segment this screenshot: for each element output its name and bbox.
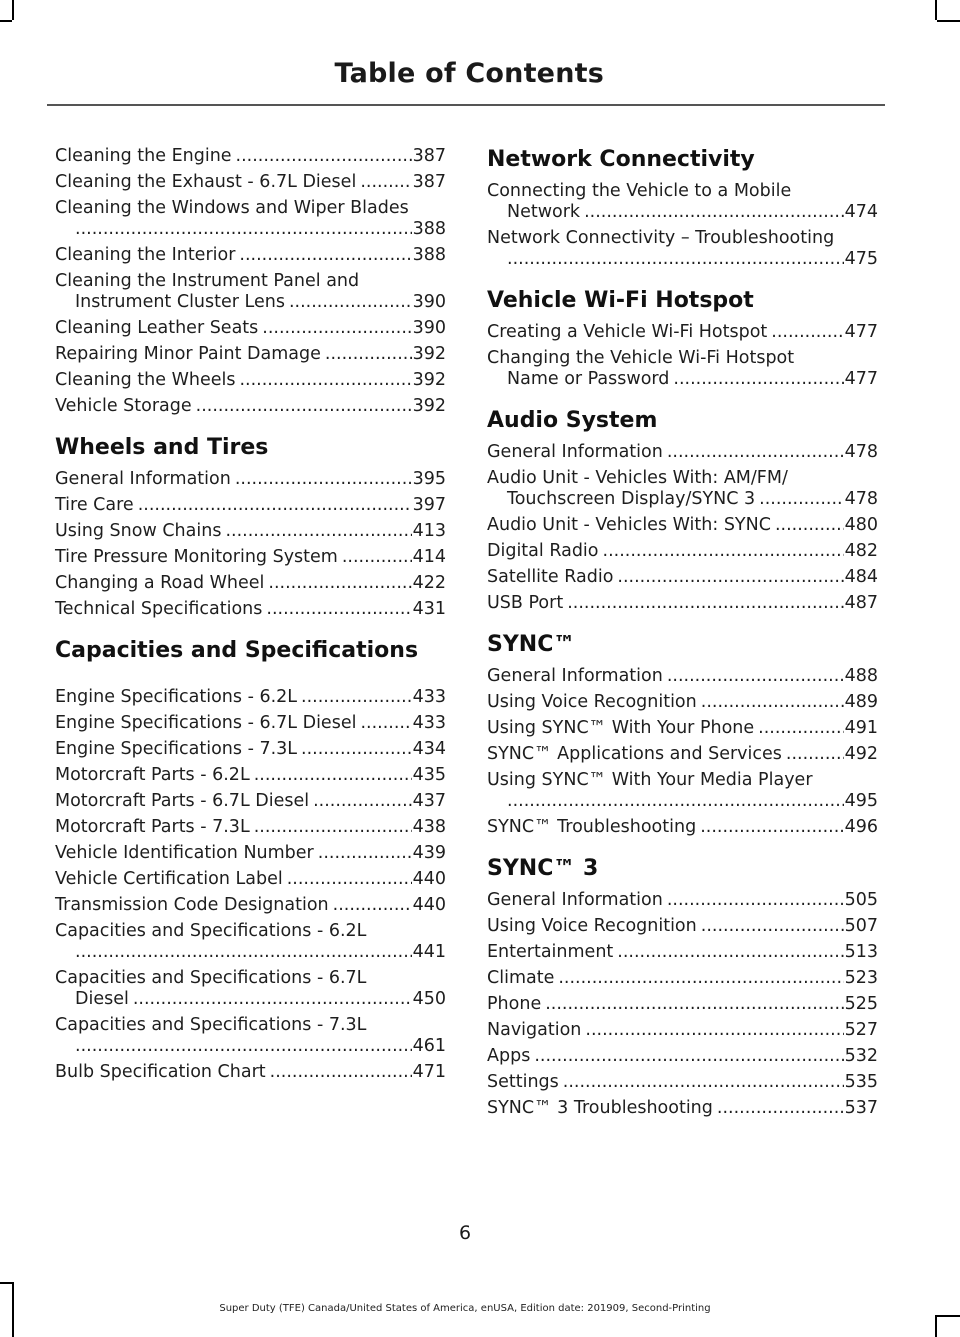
toc-entry[interactable] bbox=[55, 1015, 446, 1057]
toc-entry-title: Cleaning the Interior bbox=[55, 245, 236, 265]
toc-entry[interactable] bbox=[487, 968, 878, 989]
section-heading: SYNC™ 3 bbox=[487, 856, 599, 881]
toc-entry-title: Settings bbox=[487, 1072, 559, 1092]
dot-leader bbox=[75, 1036, 412, 1057]
dot-leader bbox=[667, 666, 844, 687]
toc-entry-title: Navigation bbox=[487, 1020, 582, 1040]
toc-entry-page: 484 bbox=[844, 567, 878, 587]
toc-entry-page: 450 bbox=[412, 989, 446, 1009]
toc-entry[interactable] bbox=[55, 469, 446, 490]
toc-entry-title: Bulb Specification Chart bbox=[55, 1062, 266, 1082]
dot-leader bbox=[289, 292, 412, 313]
toc-entry-title: SYNC™ 3 Troubleshooting bbox=[487, 1098, 713, 1118]
dot-leader bbox=[313, 791, 411, 812]
toc-entry[interactable] bbox=[55, 344, 446, 365]
toc-entry-title: Capacities and Specifications - 6.2L bbox=[55, 921, 367, 941]
toc-entry[interactable] bbox=[487, 817, 878, 838]
dot-leader bbox=[786, 744, 844, 765]
toc-entry[interactable] bbox=[55, 687, 446, 708]
toc-entry-title: Capacities and Specifications - 7.3L bbox=[55, 1015, 367, 1035]
toc-entry-page: 477 bbox=[844, 369, 878, 389]
toc-entry-page: 477 bbox=[844, 322, 878, 342]
dot-leader bbox=[667, 442, 844, 463]
crop-mark bbox=[935, 0, 937, 20]
dot-leader bbox=[268, 573, 411, 594]
toc-entry-title: General Information bbox=[487, 666, 663, 686]
toc-entry[interactable] bbox=[55, 599, 446, 620]
toc-entry-title: Engine Specifications - 6.2L bbox=[55, 687, 298, 707]
toc-entry-page: 535 bbox=[844, 1072, 878, 1092]
toc-entry-page: 505 bbox=[844, 890, 878, 910]
toc-entry[interactable] bbox=[487, 718, 878, 739]
toc-entry-page: 390 bbox=[412, 292, 446, 312]
dot-leader bbox=[333, 895, 412, 916]
toc-entry[interactable] bbox=[487, 994, 878, 1015]
crop-mark bbox=[12, 0, 14, 20]
toc-entry[interactable] bbox=[55, 370, 446, 391]
toc-entry[interactable] bbox=[55, 921, 446, 963]
toc-entry-page: 440 bbox=[412, 869, 446, 889]
dot-leader bbox=[507, 791, 844, 812]
toc-entry-page: 488 bbox=[844, 666, 878, 686]
toc-entry-page: 525 bbox=[844, 994, 878, 1014]
toc-entry[interactable] bbox=[55, 895, 446, 916]
toc-entry[interactable] bbox=[55, 1062, 446, 1083]
toc-entry[interactable] bbox=[55, 713, 446, 734]
toc-entry-page: 489 bbox=[844, 692, 878, 712]
crop-mark bbox=[0, 1282, 12, 1284]
toc-entry[interactable] bbox=[55, 396, 446, 417]
dot-leader bbox=[301, 739, 412, 760]
toc-entry-page: 387 bbox=[412, 172, 446, 192]
dot-leader bbox=[325, 344, 412, 365]
toc-entry-title: Digital Radio bbox=[487, 541, 599, 561]
dot-leader bbox=[558, 968, 843, 989]
toc-entry[interactable] bbox=[55, 869, 446, 890]
toc-entry[interactable] bbox=[487, 567, 878, 588]
toc-entry-page: 523 bbox=[844, 968, 878, 988]
toc-entry-page: 433 bbox=[412, 713, 446, 733]
toc-entry[interactable] bbox=[55, 198, 446, 240]
toc-entry-title: Phone bbox=[487, 994, 542, 1014]
toc-entry-page: 471 bbox=[412, 1062, 446, 1082]
dot-leader bbox=[585, 1020, 843, 1041]
section-heading: Vehicle Wi-Fi Hotspot bbox=[487, 288, 754, 313]
toc-entry-title: General Information bbox=[487, 442, 663, 462]
toc-entry-title: Motorcraft Parts - 7.3L bbox=[55, 817, 250, 837]
toc-entry-title: Engine Specifications - 6.7L Diesel bbox=[55, 713, 357, 733]
dot-leader bbox=[584, 202, 844, 223]
dot-leader bbox=[667, 890, 844, 911]
dot-leader bbox=[225, 521, 411, 542]
toc-entry-title: Network bbox=[507, 202, 581, 222]
toc-entry[interactable] bbox=[487, 666, 878, 687]
toc-entry[interactable] bbox=[487, 593, 878, 614]
toc-entry[interactable] bbox=[487, 181, 878, 223]
toc-entry[interactable] bbox=[487, 744, 878, 765]
page-header-title: Table of Contents bbox=[334, 58, 604, 89]
toc-entry-title: Creating a Vehicle Wi-Fi Hotspot bbox=[487, 322, 768, 342]
dot-leader bbox=[673, 369, 843, 390]
toc-entry-title: Using Snow Chains bbox=[55, 521, 222, 541]
toc-right-column bbox=[487, 146, 878, 1124]
toc-entry[interactable] bbox=[55, 172, 446, 193]
toc-entry-title: Audio Unit - Vehicles With: AM/FM/ bbox=[487, 468, 788, 488]
toc-entry-title: Motorcraft Parts - 6.7L Diesel bbox=[55, 791, 310, 811]
toc-left-column bbox=[55, 146, 446, 1088]
toc-entry-title: Vehicle Identification Number bbox=[55, 843, 314, 863]
toc-entry-page: 440 bbox=[412, 895, 446, 915]
toc-entry-title: Climate bbox=[487, 968, 555, 988]
toc-entry-page: 491 bbox=[844, 718, 878, 738]
dot-leader bbox=[75, 219, 412, 240]
toc-entry-title: General Information bbox=[487, 890, 663, 910]
toc-entry-page: 390 bbox=[412, 318, 446, 338]
toc-entry-title: Name or Password bbox=[507, 369, 670, 389]
toc-entry[interactable] bbox=[55, 146, 446, 167]
toc-entry-page: 431 bbox=[412, 599, 446, 619]
section-heading: Capacities and Specifications bbox=[55, 638, 419, 663]
dot-leader bbox=[270, 1062, 412, 1083]
dot-leader bbox=[360, 172, 411, 193]
toc-entry[interactable] bbox=[487, 890, 878, 911]
toc-entry-page: 439 bbox=[412, 843, 446, 863]
toc-entry-title: Capacities and Specifications - 6.7L bbox=[55, 968, 367, 988]
dot-leader bbox=[318, 843, 412, 864]
toc-entry[interactable] bbox=[55, 791, 446, 812]
toc-entry-title: Repairing Minor Paint Damage bbox=[55, 344, 321, 364]
toc-entry[interactable] bbox=[487, 228, 878, 270]
dot-leader bbox=[239, 245, 411, 266]
toc-entry-title: Engine Specifications - 7.3L bbox=[55, 739, 298, 759]
toc-entry-title: Using Voice Recognition bbox=[487, 692, 697, 712]
dot-leader bbox=[758, 718, 843, 739]
dot-leader bbox=[235, 469, 412, 490]
toc-entry-title: Motorcraft Parts - 6.2L bbox=[55, 765, 250, 785]
footer-edition-line: Super Duty (TFE) Canada/United States of America, enUSA, Edition date: 201909, Second-Printing bbox=[219, 1303, 711, 1314]
toc-entry-title: Cleaning the Wheels bbox=[55, 370, 236, 390]
toc-entry-title: SYNC™ Troubleshooting bbox=[487, 817, 697, 837]
section-heading: Audio System bbox=[487, 408, 658, 433]
dot-leader bbox=[759, 489, 843, 510]
dot-leader bbox=[617, 567, 843, 588]
toc-entry-title: Using SYNC™ With Your Media Player bbox=[487, 770, 813, 790]
toc-entry-page: 435 bbox=[412, 765, 446, 785]
toc-entry[interactable] bbox=[55, 573, 446, 594]
toc-entry-title: USB Port bbox=[487, 593, 564, 613]
toc-entry[interactable] bbox=[487, 541, 878, 562]
toc-entry-title: Cleaning the Instrument Panel and bbox=[55, 271, 360, 291]
dot-leader bbox=[717, 1098, 844, 1119]
dot-leader bbox=[545, 994, 843, 1015]
toc-entry-title: Cleaning the Windows and Wiper Blades bbox=[55, 198, 409, 218]
toc-entry-page: 492 bbox=[844, 744, 878, 764]
toc-entry[interactable] bbox=[487, 1098, 878, 1119]
toc-entry[interactable] bbox=[55, 765, 446, 786]
toc-entry[interactable] bbox=[487, 942, 878, 963]
crop-mark bbox=[937, 20, 960, 22]
toc-entry-page: 537 bbox=[844, 1098, 878, 1118]
dot-leader bbox=[266, 599, 411, 620]
dot-leader bbox=[563, 1072, 844, 1093]
toc-entry-page: 527 bbox=[844, 1020, 878, 1040]
toc-entry-title: Connecting the Vehicle to a Mobile bbox=[487, 181, 792, 201]
toc-entry-title: Tire Care bbox=[55, 495, 134, 515]
dot-leader bbox=[287, 869, 412, 890]
toc-entry-title: Vehicle Storage bbox=[55, 396, 192, 416]
toc-entry-page: 438 bbox=[412, 817, 446, 837]
dot-leader bbox=[701, 916, 844, 937]
toc-entry-page: 496 bbox=[844, 817, 878, 837]
dot-leader bbox=[236, 146, 412, 167]
toc-entry[interactable] bbox=[487, 515, 878, 536]
toc-entry-title: Entertainment bbox=[487, 942, 614, 962]
crop-mark bbox=[935, 1315, 937, 1337]
toc-entry[interactable] bbox=[487, 1020, 878, 1041]
dot-leader bbox=[617, 942, 843, 963]
toc-entry-page: 433 bbox=[412, 687, 446, 707]
dot-leader bbox=[133, 989, 412, 1010]
dot-leader bbox=[771, 322, 843, 343]
toc-entry[interactable] bbox=[487, 1046, 878, 1067]
section-heading: Wheels and Tires bbox=[55, 435, 269, 460]
toc-entry-title: Using Voice Recognition bbox=[487, 916, 697, 936]
toc-entry[interactable] bbox=[55, 245, 446, 266]
dot-leader bbox=[239, 370, 411, 391]
dot-leader bbox=[196, 396, 412, 417]
toc-entry-title: Technical Specifications bbox=[55, 599, 263, 619]
toc-entry[interactable] bbox=[487, 348, 878, 390]
dot-leader bbox=[138, 495, 412, 516]
page-number: 6 bbox=[458, 1222, 472, 1244]
toc-entry[interactable] bbox=[55, 521, 446, 542]
toc-entry[interactable] bbox=[487, 916, 878, 937]
crop-mark bbox=[937, 1315, 960, 1317]
toc-entry-page: 392 bbox=[412, 396, 446, 416]
toc-entry-page: 388 bbox=[412, 219, 446, 239]
dot-leader bbox=[254, 817, 412, 838]
toc-entry-title: General Information bbox=[55, 469, 231, 489]
toc-entry-page: 387 bbox=[412, 146, 446, 166]
toc-entry-page: 461 bbox=[412, 1036, 446, 1056]
toc-entry[interactable] bbox=[487, 442, 878, 463]
toc-entry[interactable] bbox=[487, 770, 878, 812]
section-heading: Network Connectivity bbox=[487, 147, 755, 172]
toc-entry-title: Using SYNC™ With Your Phone bbox=[487, 718, 755, 738]
toc-entry-page: 478 bbox=[844, 442, 878, 462]
section-heading: SYNC™ bbox=[487, 632, 576, 657]
dot-leader bbox=[262, 318, 411, 339]
dot-leader bbox=[567, 593, 843, 614]
dot-leader bbox=[775, 515, 844, 536]
crop-mark bbox=[0, 20, 12, 22]
toc-entry-title: Apps bbox=[487, 1046, 531, 1066]
toc-entry-title: Changing the Vehicle Wi-Fi Hotspot bbox=[487, 348, 795, 368]
toc-entry[interactable] bbox=[487, 692, 878, 713]
toc-entry[interactable] bbox=[487, 468, 878, 510]
header-rule bbox=[47, 104, 885, 106]
toc-entry-page: 395 bbox=[412, 469, 446, 489]
toc-entry-page: 495 bbox=[844, 791, 878, 811]
toc-entry-page: 478 bbox=[844, 489, 878, 509]
toc-entry-title: Audio Unit - Vehicles With: SYNC bbox=[487, 515, 771, 535]
toc-entry-page: 434 bbox=[412, 739, 446, 759]
toc-entry-page: 392 bbox=[412, 370, 446, 390]
toc-entry-title: Satellite Radio bbox=[487, 567, 614, 587]
toc-entry-title: Instrument Cluster Lens bbox=[75, 292, 285, 312]
toc-entry[interactable] bbox=[55, 318, 446, 339]
toc-entry[interactable] bbox=[487, 322, 878, 343]
toc-entry-title: Changing a Road Wheel bbox=[55, 573, 265, 593]
toc-entry[interactable] bbox=[55, 739, 446, 760]
toc-entry-page: 474 bbox=[844, 202, 878, 222]
toc-entry-page: 482 bbox=[844, 541, 878, 561]
toc-entry[interactable] bbox=[55, 817, 446, 838]
toc-entry-page: 475 bbox=[844, 249, 878, 269]
dot-leader bbox=[301, 687, 412, 708]
toc-entry-page: 507 bbox=[844, 916, 878, 936]
toc-entry-page: 513 bbox=[844, 942, 878, 962]
toc-entry-title: Cleaning Leather Seats bbox=[55, 318, 259, 338]
toc-entry-title: Network Connectivity – Troubleshooting bbox=[487, 228, 835, 248]
toc-entry[interactable] bbox=[55, 495, 446, 516]
toc-entry-page: 487 bbox=[844, 593, 878, 613]
dot-leader bbox=[254, 765, 412, 786]
toc-entry-page: 437 bbox=[412, 791, 446, 811]
toc-entry-title: Transmission Code Designation bbox=[55, 895, 329, 915]
toc-entry-page: 392 bbox=[412, 344, 446, 364]
toc-entry-page: 480 bbox=[844, 515, 878, 535]
dot-leader bbox=[342, 547, 412, 568]
toc-entry-page: 441 bbox=[412, 942, 446, 962]
toc-entry[interactable] bbox=[55, 968, 446, 1010]
toc-entry-page: 414 bbox=[412, 547, 446, 567]
toc-entry-title: Cleaning the Engine bbox=[55, 146, 232, 166]
toc-entry-page: 397 bbox=[412, 495, 446, 515]
toc-entry-title: SYNC™ Applications and Services bbox=[487, 744, 782, 764]
toc-entry-title: Diesel bbox=[75, 989, 129, 1009]
toc-entry-title: Cleaning the Exhaust - 6.7L Diesel bbox=[55, 172, 357, 192]
dot-leader bbox=[507, 249, 844, 270]
toc-entry-page: 413 bbox=[412, 521, 446, 541]
dot-leader bbox=[603, 541, 844, 562]
toc-entry-title: Vehicle Certification Label bbox=[55, 869, 283, 889]
toc-entry-title: Touchscreen Display/SYNC 3 bbox=[507, 489, 756, 509]
toc-entry-page: 532 bbox=[844, 1046, 878, 1066]
toc-entry[interactable] bbox=[55, 547, 446, 568]
toc-entry-page: 422 bbox=[412, 573, 446, 593]
dot-leader bbox=[700, 817, 843, 838]
dot-leader bbox=[534, 1046, 843, 1067]
toc-entry-title: Tire Pressure Monitoring System bbox=[55, 547, 338, 567]
dot-leader bbox=[360, 713, 411, 734]
dot-leader bbox=[75, 942, 412, 963]
toc-entry-page: 388 bbox=[412, 245, 446, 265]
toc-entry[interactable] bbox=[487, 1072, 878, 1093]
toc-entry[interactable] bbox=[55, 271, 446, 313]
toc-entry[interactable] bbox=[55, 843, 446, 864]
dot-leader bbox=[701, 692, 844, 713]
